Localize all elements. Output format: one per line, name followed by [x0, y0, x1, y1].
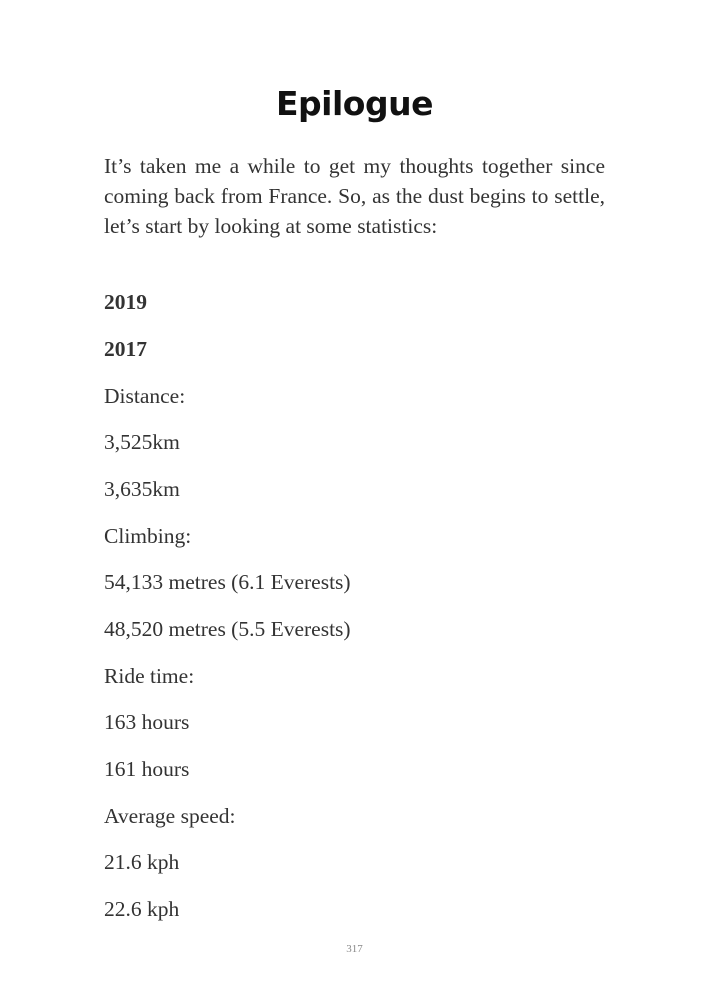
average-speed-2017-value: 22.6 kph [104, 897, 180, 921]
ride-time-2017-value: 161 hours [104, 757, 190, 781]
ride-time-label: Ride time: [104, 664, 195, 688]
intro-paragraph: It’s taken me a while to get my thoughts together since coming back from France. So, as the dust begins to settle, let’s start by looking at some statistics: [104, 154, 605, 238]
distance-2019-value: 3,525km [104, 430, 180, 454]
climbing-2019-value: 54,133 metres (6.1 Everests) [104, 570, 351, 594]
distance-label: Distance: [104, 384, 186, 408]
chapter-title: Epilogue [276, 84, 433, 123]
page-number: 317 [346, 943, 363, 955]
average-speed-label: Average speed: [104, 804, 236, 828]
book-page [104, 0, 605, 992]
climbing-label: Climbing: [104, 524, 192, 548]
average-speed-2019-value: 21.6 kph [104, 850, 180, 874]
distance-2017-value: 3,635km [104, 477, 180, 501]
ride-time-2019-value: 163 hours [104, 710, 190, 734]
climbing-2017-value: 48,520 metres (5.5 Everests) [104, 617, 351, 641]
year-2017-heading: 2017 [104, 337, 147, 361]
year-2019-heading: 2019 [104, 290, 147, 314]
